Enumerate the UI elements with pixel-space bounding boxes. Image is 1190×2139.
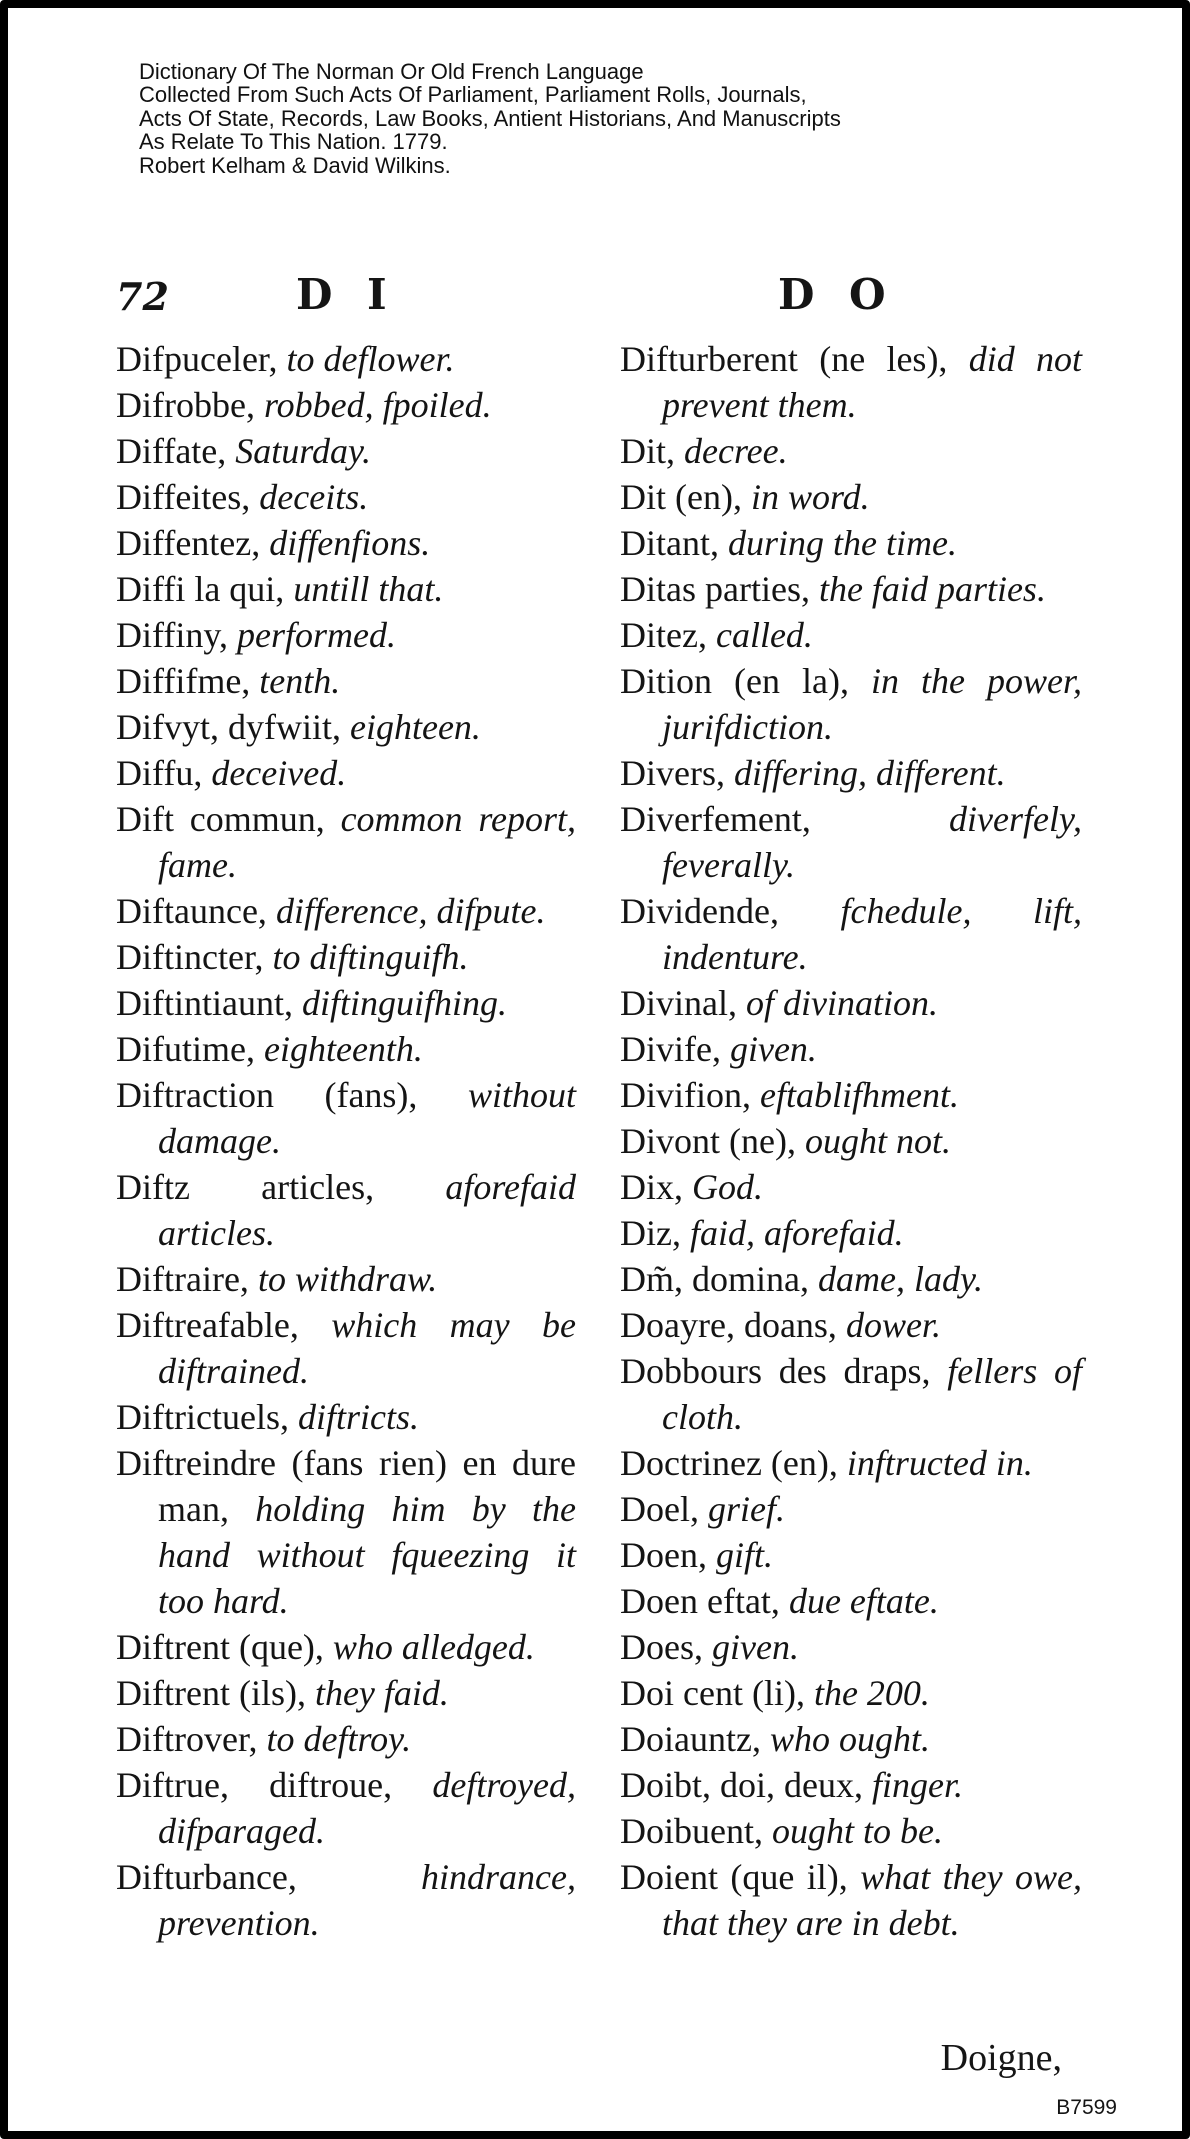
dictionary-entry [620,1210,1082,1256]
entry-headword: Ditas parties, [620,569,810,609]
entry-gloss: fchedule, lift, indenture. [662,891,1083,977]
entry-headword: Difvyt, dyfwiit, [116,707,341,747]
dictionary-entry [620,1578,1082,1624]
entry-gloss: tenth. [259,661,341,701]
dictionary-entry [620,1118,1082,1164]
entry-gloss: common report, fame. [158,799,576,885]
dictionary-entry [116,1440,576,1624]
dictionary-entry [620,1854,1082,1946]
dictionary-entry [116,474,576,520]
entry-headword: Does, [620,1627,703,1667]
entry-gloss: diverfely, feverally. [662,799,1082,885]
entry-headword: Diffifme, [116,661,251,701]
entry-gloss: holding him by the hand without fqueezing it too hard. [158,1489,576,1621]
entry-headword: Dix, [620,1167,683,1207]
entry-headword: Diffate, [116,431,227,471]
entry-gloss: deceived. [211,753,347,793]
entry-gloss: eftablifhment. [760,1075,959,1115]
entry-headword: Diftaunce, [116,891,267,931]
dictionary-entry [620,750,1082,796]
dictionary-entry [116,1762,576,1854]
header-line: Collected From Such Acts Of Parliament, Parliament Rolls, Journals, [139,82,807,108]
entry-gloss: decree. [684,431,788,471]
dictionary-entry [620,888,1082,980]
entry-gloss: performed. [237,615,396,655]
dictionary-entry [116,658,576,704]
page-number: 72 [116,274,169,319]
entry-gloss: of divination. [745,983,938,1023]
dictionary-entry [620,1026,1082,1072]
entry-gloss: to withdraw. [257,1259,438,1299]
dictionary-entry [620,980,1082,1026]
entry-headword: Diftrue, diftroue, [116,1765,393,1805]
dictionary-entry [620,1348,1082,1440]
dictionary-entry [620,1716,1082,1762]
dictionary-entry [116,934,576,980]
dictionary-entry [116,1670,576,1716]
entry-gloss: diftricts. [297,1397,419,1437]
entry-headword: Diftraction (fans), [116,1075,418,1115]
left-column [116,336,576,1946]
entry-gloss: differing, different. [733,753,1006,793]
entry-headword: Diftreafable, [116,1305,299,1345]
entry-headword: Doctrinez (en), [620,1443,838,1483]
entry-headword: Difpuceler, [116,339,278,379]
entry-headword: Diffiny, [116,615,228,655]
entry-gloss: who ought. [769,1719,930,1759]
header-line: As Relate To This Nation. 1779. [139,129,448,155]
dictionary-entry [620,796,1082,888]
entry-gloss: grief. [707,1489,785,1529]
entry-gloss: called. [715,615,813,655]
entry-headword: Diffeites, [116,477,251,517]
entry-headword: Difutime, [116,1029,255,1069]
entry-gloss: hindrance, prevention. [158,1857,576,1943]
entry-headword: Diftz articles, [116,1167,375,1207]
entry-headword: Diverfement, [620,799,811,839]
dictionary-entry [620,428,1082,474]
dictionary-entry [620,658,1082,750]
entry-gloss: to deflower. [286,339,455,379]
dictionary-entry [116,566,576,612]
dictionary-entry [116,1164,576,1256]
dictionary-entry [116,1854,576,1946]
entry-gloss: ought not. [804,1121,951,1161]
entry-headword: Diftrover, [116,1719,258,1759]
entry-gloss: without damage. [158,1075,576,1161]
dictionary-entry [620,1486,1082,1532]
dictionary-entry [620,1762,1082,1808]
header-line: Acts Of State, Records, Law Books, Antient Historians, And Manuscripts [139,105,841,131]
entry-headword: Dobbours des draps, [620,1351,931,1391]
dictionary-entry [116,520,576,566]
running-head-right: D O [778,270,896,319]
dictionary-entry [620,1440,1082,1486]
dictionary-entry [620,520,1082,566]
dictionary-entry [620,1072,1082,1118]
dictionary-entry [620,566,1082,612]
entry-headword: Diftreindre (fans rien) en dure man, [116,1443,576,1529]
entry-headword: Diz, [620,1213,681,1253]
entry-headword: Dividende, [620,891,779,931]
dictionary-entry [620,1164,1082,1210]
entry-gloss: during the time. [727,523,957,563]
dictionary-entry [116,1072,576,1164]
entry-gloss: diffenfions. [269,523,431,563]
dictionary-entry [620,1624,1082,1670]
dictionary-entry [116,1026,576,1072]
entry-gloss: aforefaid articles. [158,1167,576,1253]
entry-headword: Dift commun, [116,799,325,839]
header-line: Robert Kelham & David Wilkins. [139,152,451,178]
entry-gloss: which may be diftrained. [158,1305,576,1391]
entry-headword: Divinal, [620,983,737,1023]
entry-headword: Diffentez, [116,523,261,563]
entry-gloss: deftroyed, difparaged. [158,1765,577,1851]
entry-headword: Diftrictuels, [116,1397,289,1437]
entry-headword: Doiauntz, [620,1719,761,1759]
entry-gloss: ought to be. [771,1811,943,1851]
entry-headword: Doibuent, [620,1811,763,1851]
entry-gloss: in word. [750,477,870,517]
entry-gloss: what they owe, that they are in debt. [662,1857,1082,1943]
entry-headword: Doayre, doans, [620,1305,837,1345]
entry-headword: Difturberent (ne les), [620,339,948,379]
entry-gloss: fellers of cloth. [662,1351,1082,1437]
entry-headword: Dition (en la), [620,661,849,701]
dictionary-entry [116,980,576,1026]
entry-headword: Doibt, doi, deux, [620,1765,863,1805]
entry-gloss: finger. [871,1765,963,1805]
entry-gloss: dame, lady. [817,1259,983,1299]
running-head-left: D I [296,270,397,319]
entry-headword: Diftraire, [116,1259,249,1299]
entry-gloss: dower. [845,1305,941,1345]
dictionary-entry [116,1302,576,1394]
entry-gloss: difference, difpute. [275,891,546,931]
entry-gloss: robbed, fpoiled. [263,385,492,425]
dictionary-entry [620,1302,1082,1348]
entry-gloss: given. [729,1029,817,1069]
header-line: Dictionary Of The Norman Or Old French Language [139,59,644,84]
entry-headword: Diftrent (que), [116,1627,324,1667]
entry-gloss: eighteenth. [263,1029,423,1069]
dictionary-entry [116,796,576,888]
dictionary-entry [620,336,1082,428]
dictionary-entry [116,382,576,428]
header-caption [139,60,841,177]
entry-gloss: faid, aforefaid. [689,1213,904,1253]
entry-headword: Divife, [620,1029,721,1069]
dictionary-entry [116,750,576,796]
entry-headword: Dit, [620,431,676,471]
entry-gloss: did not prevent them. [662,339,1082,425]
entry-gloss: eighteen. [349,707,481,747]
entry-gloss: inftructed in. [846,1443,1033,1483]
entry-headword: Dm̃, domina, [620,1259,809,1299]
entry-headword: Doient (que il), [620,1857,848,1897]
dictionary-entry [116,336,576,382]
entry-headword: Difrobbe, [116,385,255,425]
running-head [8,270,1190,330]
entry-gloss: who alledged. [332,1627,535,1667]
dictionary-entry [116,1716,576,1762]
entry-headword: Diftincter, [116,937,264,977]
dictionary-entry [116,704,576,750]
entry-gloss: Saturday. [235,431,371,471]
right-column [620,336,1082,1946]
entry-gloss: God. [692,1167,763,1207]
dictionary-entry [116,1624,576,1670]
dictionary-entry [620,474,1082,520]
entry-headword: Doen eftat, [620,1581,780,1621]
entry-headword: Diftintiaunt, [116,983,293,1023]
entry-gloss: gift. [715,1535,773,1575]
entry-headword: Divers, [620,753,725,793]
dictionary-entry [116,1394,576,1440]
entry-headword: Difturbance, [116,1857,297,1897]
entry-gloss: in the power, jurifdiction. [662,661,1082,747]
entry-headword: Diftrent (ils), [116,1673,306,1713]
entry-gloss: diftinguifhing. [301,983,507,1023]
dictionary-entry [620,1670,1082,1716]
entry-headword: Divont (ne), [620,1121,796,1161]
catchword: Doigne, [940,2037,1062,2079]
entry-gloss: they faid. [314,1673,449,1713]
dictionary-entry [620,612,1082,658]
entry-gloss: to deftroy. [266,1719,412,1759]
entry-headword: Doel, [620,1489,699,1529]
entry-gloss: given. [712,1627,799,1667]
entry-headword: Divifion, [620,1075,751,1115]
dictionary-entry [116,1256,576,1302]
entry-gloss: the 200. [813,1673,930,1713]
entry-headword: Diffu, [116,753,203,793]
entry-headword: Doi cent (li), [620,1673,805,1713]
dictionary-entry [116,612,576,658]
entry-headword: Diffi la qui, [116,569,285,609]
dictionary-entry [116,428,576,474]
entry-gloss: due eftate. [788,1581,939,1621]
dictionary-entry [620,1256,1082,1302]
entry-headword: Doen, [620,1535,707,1575]
entry-gloss: the faid parties. [818,569,1046,609]
entry-gloss: untill that. [293,569,444,609]
entry-headword: Ditant, [620,523,719,563]
entry-headword: Ditez, [620,615,707,655]
entry-gloss: deceits. [259,477,369,517]
entry-gloss: to diftinguifh. [272,937,469,977]
dictionary-entry [620,1532,1082,1578]
catalog-code: B7599 [1056,2096,1117,2119]
entry-headword: Dit (en), [620,477,742,517]
dictionary-entry [116,888,576,934]
dictionary-entry [620,1808,1082,1854]
